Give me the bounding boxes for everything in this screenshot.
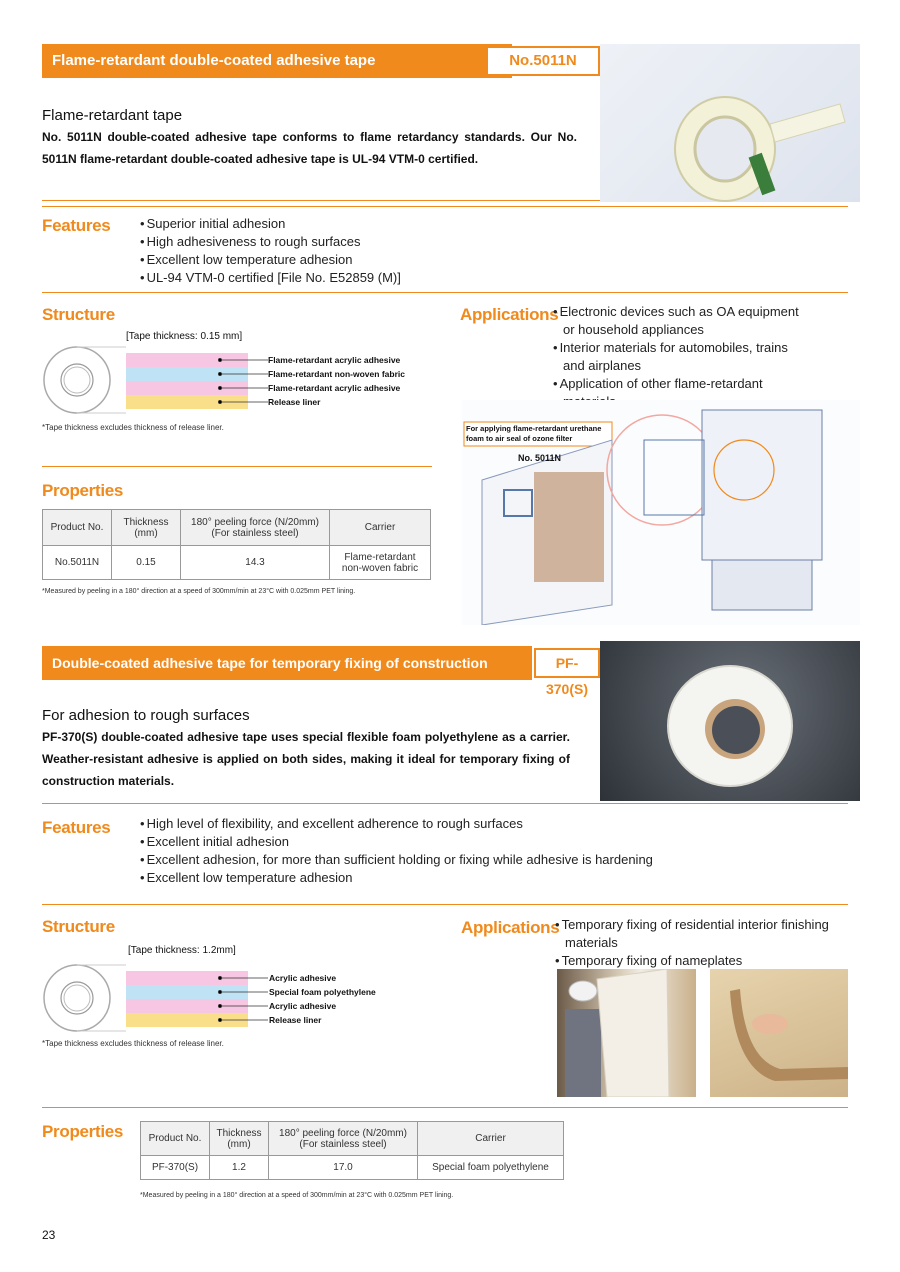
section1-structure-heading: Structure: [42, 305, 115, 324]
table-header: 180° peeling force (N/20mm) (For stainless steel): [269, 1122, 418, 1156]
list-item: • Excellent adhesion, for more than sufficient holding or fixing while adhesive is hardening: [140, 851, 780, 869]
section1-properties-heading: Properties: [42, 481, 124, 500]
table-header: Product No.: [141, 1122, 210, 1156]
list-item: • UL-94 VTM-0 certified [File No. E52859 (M)]: [140, 269, 740, 287]
list-item: • Excellent low temperature adhesion: [140, 869, 780, 887]
layer-label: Special foam polyethylene: [269, 987, 376, 997]
section1-product-badge: No.5011N: [486, 46, 600, 76]
table-cell: Special foam polyethylene: [418, 1156, 564, 1180]
table-cell: 0.15: [112, 546, 181, 580]
table-cell: 17.0: [269, 1156, 418, 1180]
table-cell: 14.3: [181, 546, 330, 580]
section1-description: No. 5011N double-coated adhesive tape conforms to flame retardancy standards. Our No. 5011N flame-retardant double-coated adhesive tape is UL-94 VTM-0 certified.: [42, 130, 577, 166]
table-header: Carrier: [330, 510, 431, 546]
section1-banner: Flame-retardant double-coated adhesive tape: [42, 44, 512, 78]
illustration-label: No. 5011N: [518, 453, 562, 463]
table-row: [141, 1156, 564, 1180]
section1-features-heading: Features: [42, 216, 111, 235]
section2-features-list: [140, 815, 780, 887]
table-cell: 1.2: [210, 1156, 269, 1180]
list-item: • Temporary fixing of residential interior finishing materials: [555, 916, 835, 952]
table-header: Carrier: [418, 1122, 564, 1156]
list-item: • Electronic devices such as OA equipment or household appliances: [553, 303, 813, 339]
list-item: • Temporary fixing of nameplates: [555, 952, 835, 970]
section1-features-list: [140, 215, 740, 287]
table-header: Thickness (mm): [210, 1122, 269, 1156]
section1-structure-note: *Tape thickness excludes thickness of release liner.: [42, 423, 224, 432]
tape-roll-image: [600, 44, 860, 202]
list-item: • High adhesiveness to rough surfaces: [140, 233, 740, 251]
section2-applications-list: [555, 916, 835, 970]
worker-image: [557, 969, 696, 1097]
worker-fixing-board-photo: [557, 969, 696, 1097]
section2-banner: Double-coated adhesive tape for temporary fixing of construction materials: [42, 646, 532, 680]
list-item: • Excellent initial adhesion: [140, 833, 780, 851]
table-cell: No.5011N: [43, 546, 112, 580]
table-header: Thickness (mm): [112, 510, 181, 546]
foam-tape-application-photo: [710, 969, 848, 1097]
section1-tape-thickness: [Tape thickness: 0.15 mm]: [126, 331, 243, 342]
section1-applications-heading: Applications: [460, 305, 559, 324]
tape-roll-photo: [600, 44, 860, 202]
layer-label: Release liner: [268, 397, 321, 407]
table-cell: Flame-retardant non-woven fabric: [330, 546, 431, 580]
section1-properties-table: [42, 509, 431, 580]
section2-properties-table: [140, 1121, 564, 1180]
section1-structure-diagram: [42, 345, 272, 415]
layer-label: Release liner: [269, 1015, 322, 1025]
section2-structure-diagram: [42, 963, 272, 1033]
section2-tape-thickness: [Tape thickness: 1.2mm]: [128, 945, 236, 956]
section2-subtitle: For adhesion to rough surfaces: [42, 707, 250, 724]
layer-label: Acrylic adhesive: [269, 973, 337, 983]
list-item: • Excellent low temperature adhesion: [140, 251, 740, 269]
section2-structure-heading: Structure: [42, 917, 115, 936]
table-cell: PF-370(S): [141, 1156, 210, 1180]
foam-tape-image: [600, 641, 860, 801]
hand-applying-tape-image: [710, 969, 848, 1097]
page-number: 23: [42, 1228, 56, 1242]
illustration-callout: For applying flame-retardant urethane foam to air seal of ozone filter: [466, 424, 602, 443]
layer-label: Flame-retardant acrylic adhesive: [268, 355, 401, 365]
list-item: • Interior materials for automobiles, trains and airplanes: [553, 339, 813, 375]
list-item: • High level of flexibility, and excellent adherence to rough surfaces: [140, 815, 780, 833]
table-header: 180° peeling force (N/20mm) (For stainless steel): [181, 510, 330, 546]
section2-table-note: *Measured by peeling in a 180° direction at a speed of 300mm/min at 23°C with 0.025mm PET lining.: [140, 1192, 454, 1199]
layer-label: Flame-retardant acrylic adhesive: [268, 383, 401, 393]
list-item: • Application of other flame-retardant: [553, 375, 813, 411]
list-item: • Superior initial adhesion: [140, 215, 740, 233]
section2-description: PF-370(S) double-coated adhesive tape uses special flexible foam polyethylene as a carrier. Weather-resistant adhesive is applied on both sides, making it ideal for temporary fixing of construction materials.: [42, 730, 570, 788]
layer-label: Flame-retardant non-woven fabric: [268, 369, 405, 379]
section2-features-heading: Features: [42, 818, 111, 837]
section1-subtitle: Flame-retardant tape: [42, 107, 183, 124]
section2-product-badge: PF-370(S): [534, 648, 600, 678]
section1-applications-list: [553, 303, 813, 411]
section2-applications-heading: Applications: [461, 918, 560, 937]
foam-tape-photo: [600, 641, 860, 801]
table-header: Product No.: [43, 510, 112, 546]
section1-table-note: *Measured by peeling in a 180° direction at a speed of 300mm/min at 23°C with 0.025mm PET lining.: [42, 588, 356, 595]
section2-structure-note: *Tape thickness excludes thickness of release liner.: [42, 1039, 224, 1048]
section2-properties-heading: Properties: [42, 1122, 124, 1141]
layer-label: Acrylic adhesive: [269, 1001, 337, 1011]
table-row: [43, 546, 431, 580]
